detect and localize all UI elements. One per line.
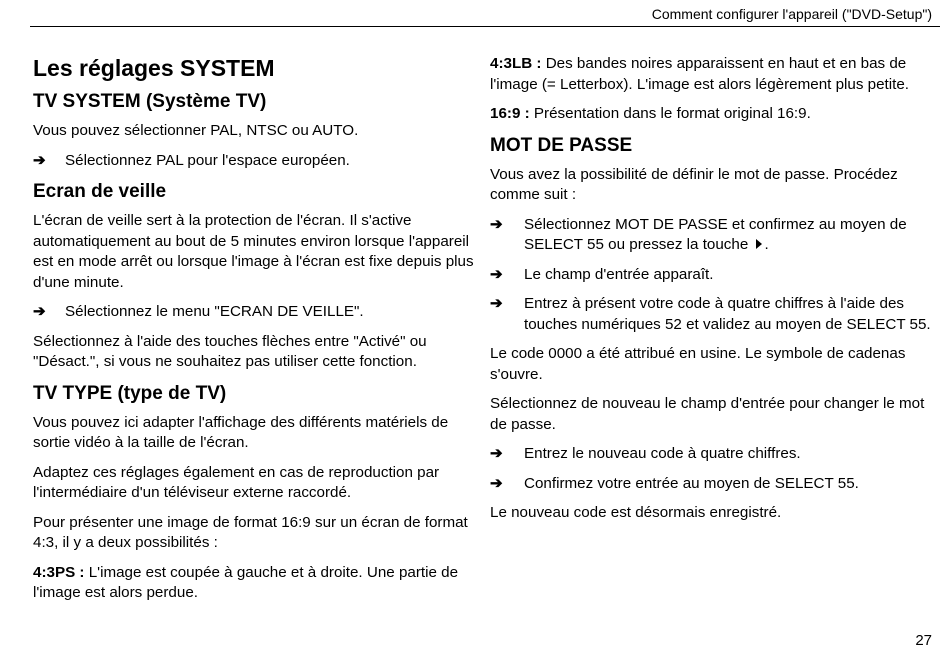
bullet-text-end: . — [764, 236, 769, 253]
page-title: Les réglages SYSTEM — [33, 55, 275, 81]
paragraph: Vous pouvez sélectionner PAL, NTSC ou AUTO. — [33, 122, 359, 139]
bullet-text: Le champ d'entrée apparaît. — [524, 265, 714, 283]
paragraph: Le code 0000 a été attribué en usine. Le symbole de cadenas s'ouvre. — [490, 345, 906, 383]
header-divider — [30, 26, 940, 27]
page-number: 27 — [915, 632, 932, 649]
bullet-text: Sélectionnez PAL pour l'espace européen. — [65, 151, 350, 169]
bullet-text: Sélectionnez le menu "ECRAN DE VEILLE". — [65, 303, 364, 320]
section-heading-tv-system: TV SYSTEM (Système TV) — [33, 91, 267, 112]
text-4-3ps: L'image est coupée à gauche et à droite. Une partie de l'image est alors perdue. — [33, 563, 459, 601]
right-arrow-icon: ➔ — [490, 215, 503, 233]
paragraph-4-3ps — [33, 563, 478, 604]
section-heading-tv-type: TV TYPE (type de TV) — [33, 382, 227, 404]
bullet-text — [524, 215, 940, 256]
paragraph: Sélectionnez à l'aide des touches flèches entre "Activé" ou "Désact.", si vous ne souhaitez pas utiliser cette fonction. — [33, 332, 427, 370]
label-16-9: 16:9 : — [490, 105, 530, 122]
bullet-item — [33, 151, 478, 172]
paragraph: Pour présenter une image de format 16:9 sur un écran de format 4:3, il y a deux possibilités : — [33, 513, 468, 551]
paragraph: Vous pouvez ici adapter l'affichage des différents matériels de sortie vidéo à la taille de l'écran. — [33, 413, 449, 451]
label-4-3lb: 4:3LB : — [490, 55, 542, 72]
bullet-text: Confirmez votre entrée au moyen de SELECT 55. — [524, 474, 859, 492]
left-column — [33, 50, 478, 613]
paragraph: Sélectionnez de nouveau le champ d'entrée pour changer le mot de passe. — [490, 395, 925, 433]
paragraph-16-9 — [490, 104, 940, 125]
play-triangle-icon — [756, 239, 762, 249]
text-16-9: Présentation dans le format original 16:9. — [529, 105, 811, 122]
running-header: Comment configurer l'appareil ("DVD-Setup") — [651, 6, 932, 22]
paragraph: L'écran de veille sert à la protection de l'écran. Il s'active automatiquement au bout de 5 minutes environ lorsque l'appareil est en mode arrêt ou lorsque l'image à l'écran est fixe depuis plus d'une minute. — [33, 212, 474, 291]
bullet-item — [490, 444, 940, 465]
bullet-item — [490, 294, 940, 335]
bullet-item — [490, 265, 940, 286]
bullet-text: Entrez à présent votre code à quatre chiffres à l'aide des touches numériques 52 et validez au moyen de SELECT 55. — [524, 295, 931, 333]
paragraph-4-3lb — [490, 54, 940, 95]
text-4-3lb: Des bandes noires apparaissent en haut et en bas de l'image (= Letterbox). L'image est alors légèrement plus petite. — [490, 55, 910, 93]
section-heading-password: MOT DE PASSE — [490, 134, 633, 156]
right-arrow-icon: ➔ — [490, 445, 503, 462]
label-4-3ps: 4:3PS : — [33, 563, 85, 581]
right-arrow-icon: ➔ — [33, 151, 46, 169]
right-arrow-icon: ➔ — [490, 474, 503, 492]
paragraph: Vous avez la possibilité de définir le mot de passe. Procédez comme suit : — [490, 165, 898, 203]
right-column — [490, 54, 940, 533]
bullet-item — [490, 215, 940, 256]
section-heading-screensaver: Ecran de veille — [33, 181, 167, 202]
right-arrow-icon: ➔ — [490, 295, 503, 312]
bullet-text-main: Sélectionnez MOT DE PASSE et confirmez au moyen de SELECT 55 ou pressez la touche — [524, 215, 907, 253]
bullet-text: Entrez le nouveau code à quatre chiffres. — [524, 445, 801, 462]
bullet-item — [490, 474, 940, 495]
right-arrow-icon: ➔ — [490, 265, 503, 283]
right-arrow-icon: ➔ — [33, 303, 46, 320]
bullet-item — [33, 302, 478, 323]
paragraph: Adaptez ces réglages également en cas de reproduction par l'intermédiaire d'un téléviseur externe raccordé. — [33, 463, 440, 501]
paragraph: Le nouveau code est désormais enregistré. — [490, 504, 782, 521]
